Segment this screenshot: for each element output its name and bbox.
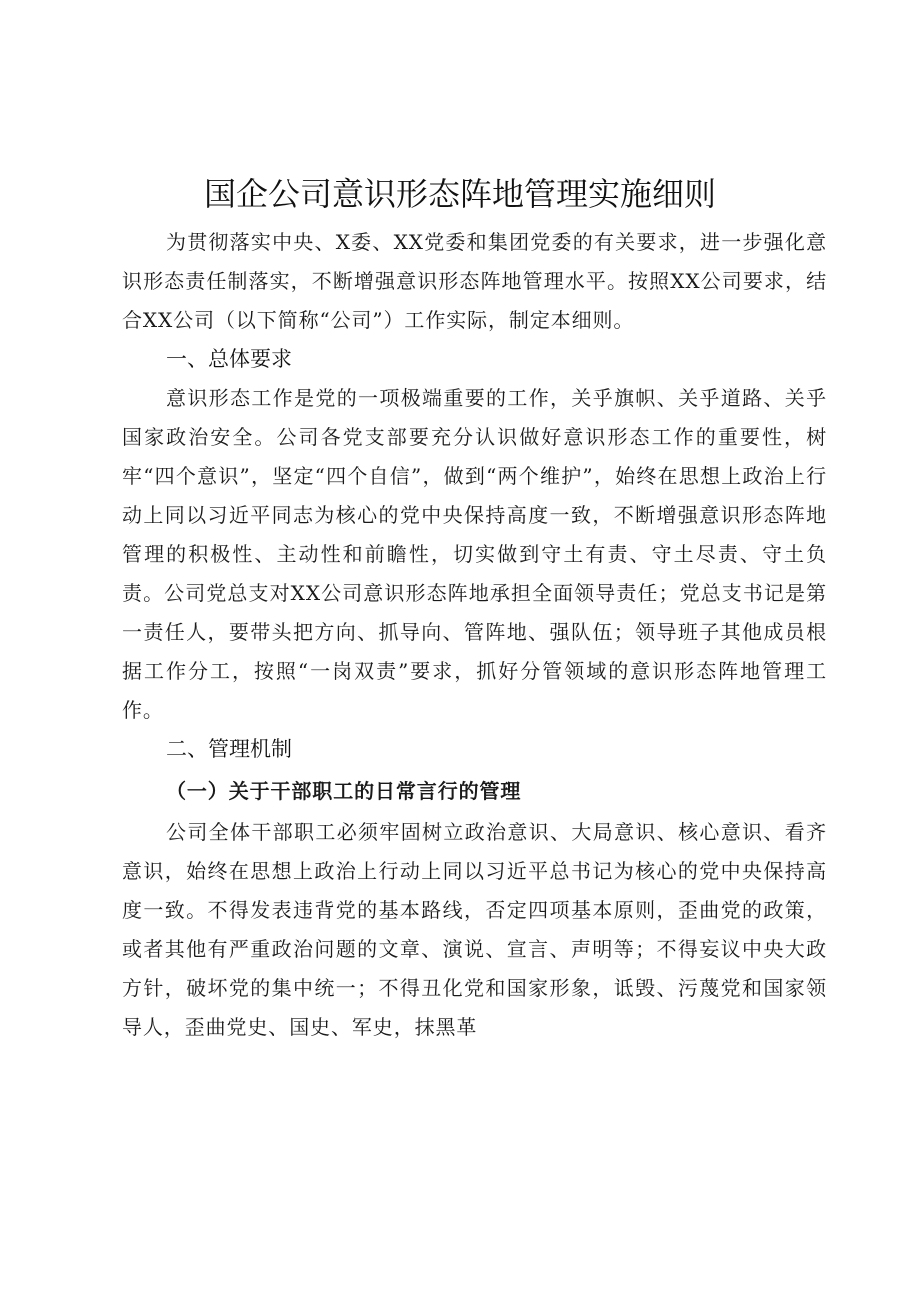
document-body [122,223,827,1047]
intro-paragraph: 为贯彻落实中央、X委、XX党委和集团党委的有关要求，进一步强化意识形态责任制落实，不断增强意识形态阵地管理水平。按照XX公司要求，结合XX公司（以下简称“公司”）工作实际，制定本细则。 [122,230,827,332]
general-requirements-paragraph: 意识形态工作是党的一项极端重要的工作，关乎旗帜、关乎道路、关乎国家政治安全。公司各党支部要充分认识做好意识形态工作的重要性，树牢“四个意识”，坚定“四个自信”，做到“两个维护”，始终在思想上政治上行动上同以习近平同志为核心的党中央保持高度一致，不断增强意识形态阵地管理的积极性、主动性和前瞻性，切实做到守土有责、守土尽责、守土负责。公司党总支对XX公司意识形态阵地承担全面领导责任；党总支书记是第一责任人，要带头把方向、抓导向、管阵地、强队伍；领导班子其他成员根据工作分工，按照“一岗双责”要求，抓好分管领域的意识形态阵地管理工作。 [122,386,827,722]
subsection-heading-daily-conduct: （一）关于干部职工的日常言行的管理 [166,779,522,803]
document-title: 国企公司意识形态阵地管理实施细则 [203,175,716,213]
daily-conduct-paragraph: 公司全体干部职工必须牢固树立政治意识、大局意识、核心意识、看齐意识，始终在思想上政治上行动上同以习近平总书记为核心的党中央保持高度一致。不得发表违背党的基本路线，否定四项基本原则，歪曲党的政策，或者其他有严重政治问题的文章、演说、宣言、声明等；不得妄议中央大政方针，破坏党的集中统一；不得丑化党和国家形象，诋毁、污蔑党和国家领导人，歪曲党史、国史、军史，抹黑革 [122,820,827,1039]
section-heading-management-mechanism: 二、管理机制 [166,737,292,761]
section-heading-general-requirements: 一、总体要求 [166,347,292,371]
